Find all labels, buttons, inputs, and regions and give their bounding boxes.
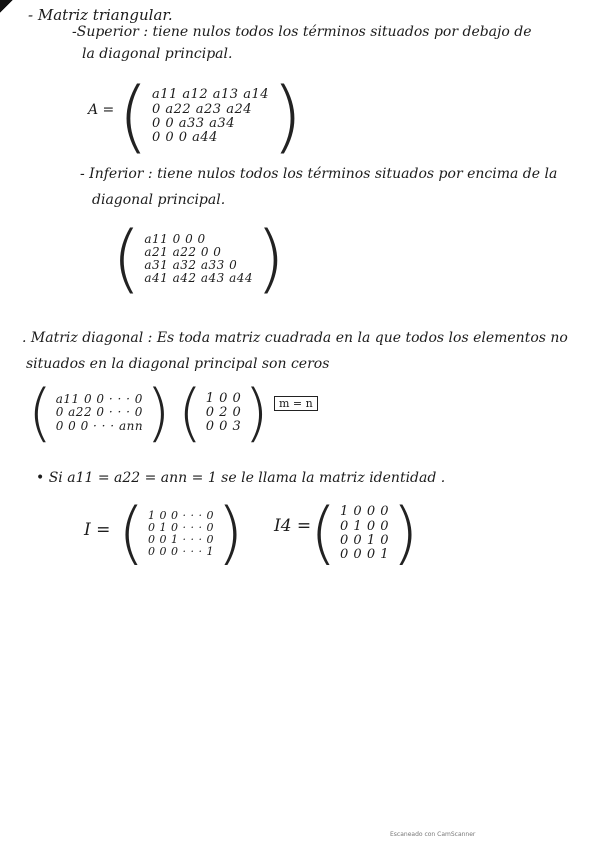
text-inferior-line2: diagonal principal.: [92, 192, 226, 208]
matrix-row: a31 a32 a33 0: [144, 258, 238, 272]
left-paren: (: [178, 376, 203, 449]
left-paren: (: [118, 494, 146, 573]
matrix-row: 0 0 a33 a34: [151, 116, 235, 131]
identity-4-label: I4 =: [274, 516, 312, 536]
left-paren: (: [28, 376, 53, 449]
text-inferior-line1: - Inferior : tiene nulos todos los términos situados por encima de la: [80, 166, 558, 182]
matrix-diagonal-example-rows: [203, 392, 245, 435]
matrix-row: 0 0 1 · · · 0: [148, 533, 214, 546]
text-identidad: • Si a11 = a22 = ann = 1 se le llama la matriz identidad .: [36, 470, 446, 486]
text-superior-line1: -Superior : tiene nulos todos los términos situados por debajo de: [72, 24, 532, 40]
matrix-row: 0 2 0: [205, 404, 242, 420]
heading-matriz-triangular: - Matriz triangular.: [28, 6, 173, 24]
matrix-diagonal-general-rows: [53, 393, 146, 433]
left-paren: (: [118, 72, 149, 162]
matrix-row: a11 0 0 · · · 0: [55, 392, 143, 407]
right-paren: ): [217, 494, 245, 573]
text-diagonal-line1: . Matriz diagonal : Es toda matriz cuadrada en la que todos los elementos no: [22, 330, 568, 346]
matrix-row: a11 a12 a13 a14: [151, 87, 270, 103]
matrix-row: 0 0 0 · · · ann: [55, 418, 144, 433]
matrix-diagonal-general: [28, 376, 171, 449]
matrix-A-label: A =: [88, 102, 115, 118]
matrix-row: 0 0 0 a44: [151, 130, 218, 146]
matrix-identity-4: [310, 494, 420, 573]
matrix-row: 1 0 0 0: [340, 504, 390, 520]
text-diagonal-line2: situados en la diagonal principal son ceros: [26, 356, 330, 372]
matrix-row: 0 1 0 · · · 0: [148, 520, 214, 534]
right-paren: ): [146, 376, 171, 449]
matrix-row: 0 1 0 0: [340, 518, 390, 534]
right-paren: ): [256, 216, 286, 302]
matrix-row: 1 0 0: [205, 390, 242, 406]
right-paren: ): [392, 494, 420, 573]
identity-label: I =: [84, 520, 111, 540]
matrix-row: a11 0 0 0: [144, 231, 206, 246]
matrix-row: 1 0 0 · · · 0: [148, 508, 214, 522]
matrix-row: 0 0 3: [205, 419, 242, 435]
matrix-inferior: [112, 216, 286, 302]
left-paren: (: [112, 216, 142, 302]
matrix-row: a41 a42 a43 a44: [144, 271, 254, 286]
scanner-watermark: Escaneado con CamScanner: [390, 831, 476, 838]
matrix-row: 0 0 1 0: [340, 533, 390, 548]
matrix-identity-4-rows: [337, 505, 392, 562]
matrix-row: 0 a22 0 · · · 0: [55, 405, 143, 420]
matrix-A: [118, 72, 303, 162]
pencil-mark: [0, 0, 14, 14]
matrix-inferior-rows: [141, 233, 256, 286]
matrix-identity-general-rows: [145, 510, 217, 558]
matrix-row: a21 a22 0 0: [144, 244, 222, 259]
condition-box: m = n: [274, 396, 318, 411]
right-paren: ): [244, 376, 269, 449]
matrix-diagonal-example: [178, 376, 269, 449]
text-superior-line2: la diagonal principal.: [82, 46, 233, 62]
left-paren: (: [310, 494, 338, 573]
matrix-identity-general: [118, 494, 245, 573]
matrix-row: 0 a22 a23 a24: [151, 101, 252, 117]
matrix-row: 0 0 0 1: [340, 547, 390, 563]
matrix-A-rows: [149, 88, 272, 145]
right-paren: ): [272, 72, 303, 162]
matrix-row: 0 0 0 · · · 1: [148, 545, 214, 559]
